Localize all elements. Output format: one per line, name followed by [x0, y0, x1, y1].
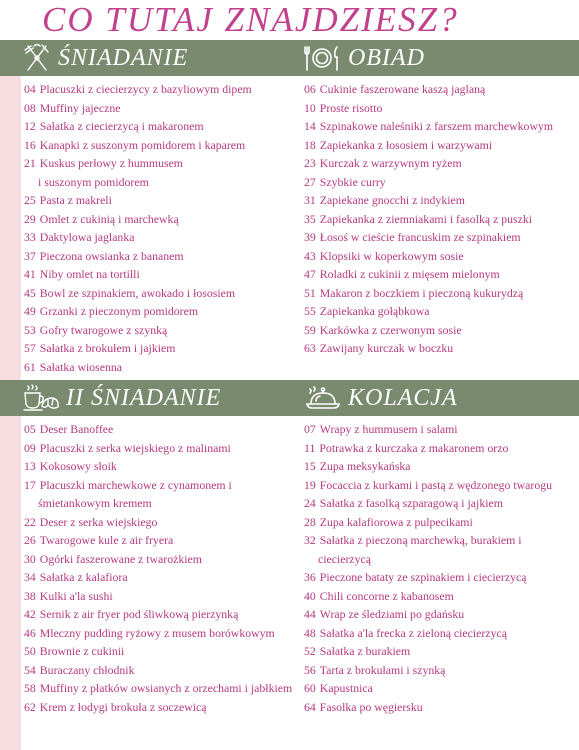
page-number: 33: [24, 230, 36, 244]
recipe-title: śmietankowym kremem: [38, 496, 152, 510]
page-number: 09: [24, 440, 36, 455]
recipe-item: [24, 302, 252, 321]
page-number: 52: [304, 644, 316, 658]
recipe-item: [304, 284, 553, 303]
section-title-sniadanie: ŚNIADANIE: [58, 44, 189, 71]
page-number: 25: [24, 193, 36, 207]
page-number: 48: [304, 625, 316, 640]
page-number: 55: [304, 304, 316, 318]
recipe-title: Tarta z brokułami i szynką: [319, 662, 446, 677]
recipe-title: Muffiny z płatków owsianych z orzechami i jabłkiem: [39, 681, 293, 695]
page-number: 12: [24, 119, 36, 133]
recipe-title: Potrawka z kurczaka z makaronem orzo: [319, 440, 509, 455]
page-number: 21: [24, 156, 36, 170]
recipe-item: [24, 173, 252, 192]
recipe-title: Kurczak z warzywnym ryżem: [319, 156, 462, 170]
recipe-item: [24, 513, 292, 532]
page-number: 47: [304, 267, 316, 281]
recipe-title: Zupa meksykańska: [319, 459, 411, 473]
recipe-item: [24, 531, 292, 550]
recipe-item: [24, 228, 252, 247]
recipe-item: [24, 210, 252, 229]
page-number: 53: [24, 322, 36, 337]
page-number: 23: [304, 156, 316, 170]
page-number: 64: [304, 699, 316, 714]
recipe-item: [24, 605, 292, 624]
plate-cutlery-icon: [302, 43, 342, 73]
recipe-item: [304, 210, 553, 229]
page-number: 34: [24, 570, 36, 584]
page-number: 36: [304, 570, 316, 584]
recipe-item: [24, 679, 292, 698]
recipe-item: [24, 339, 252, 358]
page-number: 40: [304, 588, 316, 603]
page-number: 50: [24, 644, 36, 658]
recipe-item: [304, 439, 552, 458]
page-number: 04: [24, 82, 36, 96]
page-number: 22: [24, 514, 36, 529]
page-number: 31: [304, 193, 316, 207]
recipe-title: Wrap ze śledziami po gdańsku: [319, 607, 465, 621]
page-number: 46: [24, 625, 36, 640]
recipe-item: [304, 80, 553, 99]
recipe-title: Sałatka z kalafiora: [39, 570, 128, 584]
recipe-item: [24, 321, 252, 340]
recipe-title: Deser z serka wiejskiego: [39, 514, 158, 529]
recipe-item: [304, 339, 553, 358]
recipe-title: Łosoś w cieście francuskim ze szpinakiem: [319, 230, 521, 244]
recipe-item: [24, 284, 252, 303]
recipe-item: [24, 420, 292, 439]
recipe-title: Cukinie faszerowane kaszą jaglaną: [319, 82, 486, 96]
recipe-title: Kulki a'la sushi: [39, 588, 113, 603]
page-number: 32: [304, 533, 316, 547]
recipe-title: Daktylowa jaglanka: [39, 230, 135, 244]
page-number: 30: [24, 551, 36, 566]
recipe-item: [24, 265, 252, 284]
page-number: 61: [24, 359, 36, 374]
page-number: 57: [24, 341, 36, 355]
recipe-title: Makaron z boczkiem i pieczoną kukurydzą: [319, 285, 524, 300]
recipe-item: [304, 191, 553, 210]
page-number: 54: [24, 662, 36, 677]
recipe-item: [304, 494, 552, 513]
section-title-obiad: OBIAD: [348, 44, 425, 71]
recipe-title: Zapiekanka z ziemniakami i fasolką z puszki: [319, 211, 533, 226]
recipe-title: Mleczny pudding ryżowy z musem borówkowym: [39, 625, 275, 640]
page-number: 18: [304, 137, 316, 152]
page-number: 17: [24, 477, 36, 492]
page-number: 27: [304, 174, 316, 189]
recipe-title: Szpinakowe naleśniki z farszem marchewkowym: [319, 119, 554, 133]
section-header-ii-sniadanie: [22, 380, 221, 416]
recipe-list-obiad: [304, 80, 553, 358]
recipe-item: [24, 624, 292, 643]
recipe-item: [304, 117, 553, 136]
page-number: 14: [304, 119, 316, 133]
page-number: 60: [304, 681, 316, 695]
page-number: 42: [24, 607, 36, 621]
recipe-item: [24, 550, 292, 569]
recipe-item: [24, 136, 252, 155]
recipe-title: Sałatka wiosenna: [39, 359, 123, 374]
page-number: 63: [304, 341, 316, 355]
recipe-title: i suszonym pomidorem: [38, 174, 149, 189]
recipe-title: Kapustnica: [319, 681, 373, 695]
recipe-title: Sałatka z fasolką szparagową i jajkiem: [319, 496, 503, 510]
recipe-item: [304, 457, 552, 476]
recipe-item: [24, 457, 292, 476]
recipe-list-ii-sniadanie: [24, 420, 292, 716]
recipe-title: Fasolka po węgiersku: [319, 699, 423, 714]
cloche-icon: [302, 383, 342, 413]
page-number: 06: [304, 82, 316, 96]
recipe-title: Sałatka a'la frecka z zieloną ciecierzycą: [319, 625, 507, 640]
recipe-item: [24, 698, 292, 717]
recipe-item: [304, 605, 552, 624]
recipe-title: Zapiekane gnocchi z indykiem: [319, 193, 465, 207]
recipe-title: Twarogowe kule z air fryera: [39, 533, 174, 547]
page-number: 62: [24, 699, 36, 714]
recipe-item: [304, 550, 552, 569]
recipe-item: [24, 99, 252, 118]
recipe-item: [24, 117, 252, 136]
recipe-list-sniadanie: [24, 80, 252, 376]
page-number: 05: [24, 422, 36, 436]
recipe-item: [304, 302, 553, 321]
recipe-title: Sałatka z pieczoną marchewką, burakiem i: [319, 533, 522, 547]
recipe-item: [24, 80, 252, 99]
recipe-title: Placuszki marchewkowe z cynamonem i: [39, 477, 232, 492]
page-number: 38: [24, 588, 36, 603]
page-number: 39: [304, 230, 316, 244]
page-title: CO TUTAJ ZNAJDZIESZ?: [42, 0, 459, 39]
recipe-item: [304, 568, 552, 587]
section-header-sniadanie: [22, 40, 188, 76]
recipe-title: Proste risotto: [319, 100, 383, 115]
recipe-title: Karkówka z czerwonym sosie: [319, 322, 462, 337]
recipe-item: [304, 513, 552, 532]
recipe-item: [24, 247, 252, 266]
recipe-item: [304, 321, 553, 340]
recipe-title: Placuszki z ciecierzycy z bazyliowym dipem: [39, 82, 252, 96]
page-number: 07: [304, 422, 316, 436]
recipe-title: Roladki z cukinii z mięsem mielonym: [319, 267, 500, 281]
page-number: 29: [24, 211, 36, 226]
recipe-title: Bowl ze szpinakiem, awokado i łososiem: [39, 285, 236, 300]
recipe-title: Sernik z air fryer pod śliwkową pierzynką: [39, 607, 239, 621]
recipe-list-kolacja: [304, 420, 552, 716]
page-number: 56: [304, 662, 316, 677]
page-number: 19: [304, 477, 316, 492]
page-number: 44: [304, 607, 316, 621]
recipe-item: [304, 265, 553, 284]
section-title-ii-sniadanie: II ŚNIADANIE: [66, 384, 222, 411]
recipe-item: [304, 679, 552, 698]
recipe-title: Kuskus perłowy z hummusem: [39, 156, 183, 170]
recipe-item: [24, 191, 252, 210]
page-number: 11: [304, 440, 316, 455]
recipe-title: Pieczona owsianka z bananem: [39, 248, 184, 263]
section-title-kolacja: KOLACJA: [348, 384, 458, 411]
page-number: 15: [304, 459, 316, 473]
recipe-title: Zapiekanka z łososiem i warzywami: [319, 137, 493, 152]
recipe-item: [24, 661, 292, 680]
recipe-title: Zawijany kurczak w boczku: [319, 341, 454, 355]
recipe-item: [304, 99, 553, 118]
recipe-item: [24, 154, 252, 173]
recipe-title: Buraczany chłodnik: [39, 662, 135, 677]
page-number: 35: [304, 211, 316, 226]
recipe-item: [24, 476, 292, 495]
recipe-item: [304, 136, 553, 155]
recipe-title: Kanapki z suszonym pomidorem i kaparem: [39, 137, 246, 152]
page-number: 16: [24, 137, 36, 152]
recipe-item: [304, 642, 552, 661]
utensils-icon: [22, 42, 52, 74]
page-number: 28: [304, 514, 316, 529]
recipe-title: Krem z łodygi brokuła z soczewicą: [39, 699, 207, 714]
recipe-item: [304, 531, 552, 550]
recipe-item: [24, 568, 292, 587]
page-number: 45: [24, 285, 36, 300]
recipe-title: Kokosowy słoik: [39, 459, 117, 473]
recipe-title: Ogórki faszerowane z twarożkiem: [39, 551, 202, 566]
recipe-title: Zapiekanka gołąbkowa: [319, 304, 430, 318]
page-number: 49: [24, 304, 36, 318]
page-number: 51: [304, 285, 316, 300]
recipe-item: [304, 154, 553, 173]
page-number: 43: [304, 248, 316, 263]
recipe-title: Niby omlet na tortilli: [39, 267, 140, 281]
section-header-kolacja: [302, 380, 458, 416]
recipe-title: Sałatka z brokułem i jajkiem: [39, 341, 176, 355]
recipe-item: [304, 476, 552, 495]
recipe-title: Sałatka z burakiem: [319, 644, 411, 658]
page-number: 13: [24, 459, 36, 473]
recipe-title: Gofry twarogowe z szynką: [39, 322, 168, 337]
recipe-title: Pasta z makreli: [39, 193, 112, 207]
recipe-title: Chili concorne z kabanosem: [319, 588, 454, 603]
recipe-item: [24, 494, 292, 513]
recipe-title: Brownie z cukinii: [39, 644, 125, 658]
recipe-title: Pieczone bataty ze szpinakiem i ciecierzycą: [319, 570, 527, 584]
coffee-croissant-icon: [22, 382, 60, 414]
page-number: 10: [304, 100, 316, 115]
recipe-title: Deser Banoffee: [39, 422, 114, 436]
recipe-item: [304, 173, 553, 192]
recipe-item: [304, 420, 552, 439]
page-number: 24: [304, 496, 316, 510]
recipe-title: Grzanki z pieczonym pomidorem: [39, 304, 199, 318]
page-number: 58: [24, 681, 36, 695]
recipe-title: Omlet z cukinią i marchewką: [39, 211, 179, 226]
page-number: 37: [24, 248, 36, 263]
recipe-title: Klopsiki w koperkowym sosie: [319, 248, 464, 263]
recipe-title: Focaccia z kurkami i pastą z wędzonego twarogu: [319, 477, 553, 492]
recipe-item: [24, 587, 292, 606]
recipe-item: [304, 587, 552, 606]
recipe-item: [24, 358, 252, 377]
recipe-item: [304, 661, 552, 680]
recipe-title: Sałatka z ciecierzycą i makaronem: [39, 119, 204, 133]
page-number: 08: [24, 100, 36, 115]
recipe-title: Szybkie curry: [319, 174, 386, 189]
recipe-title: Zupa kalafiorowa z pulpecikami: [319, 514, 473, 529]
recipe-title: ciecierzycą: [318, 551, 372, 566]
recipe-item: [304, 228, 553, 247]
recipe-title: Placuszki z serka wiejskiego z malinami: [39, 440, 231, 455]
page-number: 26: [24, 533, 36, 547]
section-header-obiad: [302, 40, 425, 76]
recipe-item: [304, 624, 552, 643]
recipe-item: [304, 247, 553, 266]
recipe-item: [304, 698, 552, 717]
recipe-title: Muffiny jajeczne: [39, 100, 121, 115]
page-number: 41: [24, 267, 36, 281]
recipe-title: Wrapy z hummusem i salami: [319, 422, 458, 436]
recipe-item: [24, 439, 292, 458]
recipe-item: [24, 642, 292, 661]
page-number: 59: [304, 322, 316, 337]
